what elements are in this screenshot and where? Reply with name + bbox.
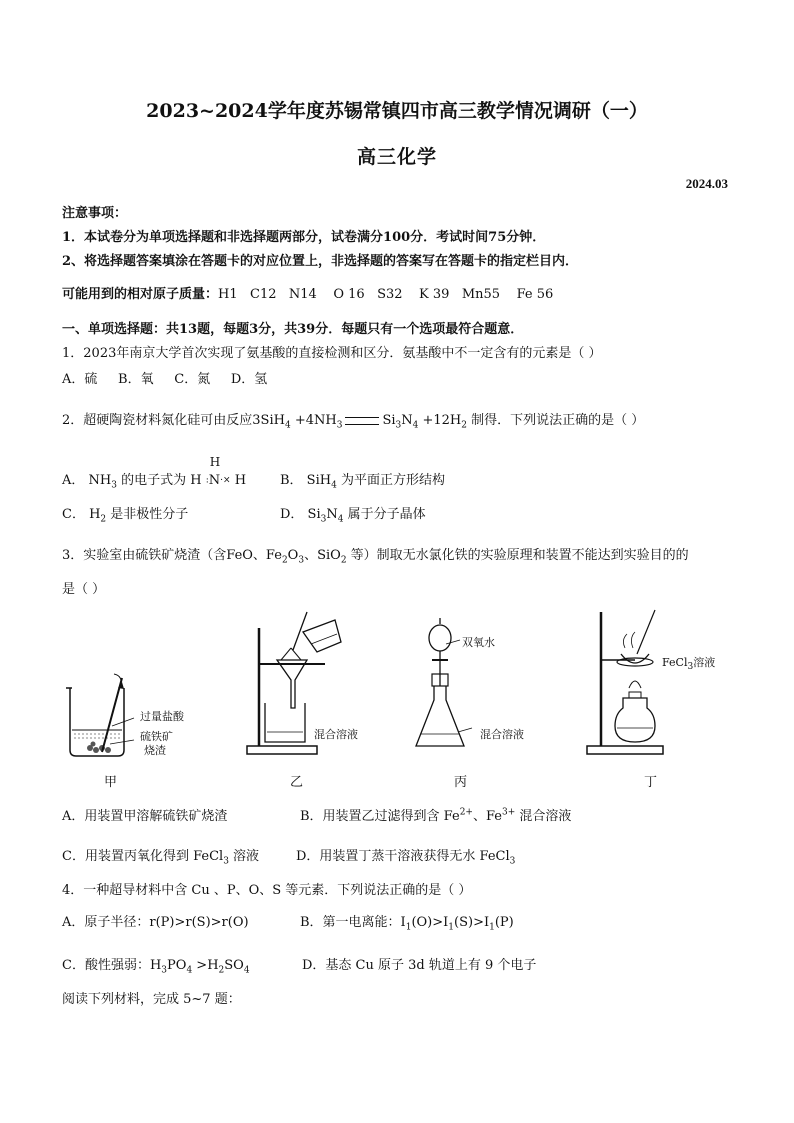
q4-option-a: A．原子半径：r(P)>r(S)>r(O): [62, 915, 249, 930]
q1-options: A．硫 B．氧 C．氮 D．氢: [62, 372, 268, 387]
fig-label-yi: 乙: [290, 775, 304, 790]
notice-item-2: 2、将选择题答案填涂在答题卡的对应位置上，非选择题的答案写在答题卡的指定栏目内．: [62, 254, 579, 269]
q2-option-b: B． SiH$_4$ 为平面正方形结构: [280, 473, 445, 491]
label-ore-1: 硫铁矿: [140, 730, 173, 743]
notice-item-1: 1．本试卷分为单项选择题和非选择题两部分，试卷满分100分．考试时间75分钟．: [62, 230, 546, 245]
reading-prompt: 阅读下列材料，完成 5~7 题：: [62, 992, 241, 1007]
equals-sign: [345, 417, 379, 425]
atomic-masses-label: 可能用到的相对原子质量：: [62, 287, 219, 302]
atomic-masses: [62, 283, 553, 302]
q4-option-c: C．酸性强弱：$H_3PO_4 >H_2SO_4$: [62, 958, 250, 976]
q4-option-d: D．基态 Cu 原子 3d 轨道上有 9 个电子: [302, 958, 537, 973]
label-fecl3: FeCl$_3$溶液: [662, 656, 716, 673]
label-mix-yi: 混合溶液: [314, 728, 358, 741]
electron-formula: H :N·× H: [205, 455, 247, 488]
label-hcl: 过量盐酸: [140, 710, 184, 723]
q2-option-a: A． $NH_3$ 的电子式为 H H :N·× H: [62, 455, 247, 491]
label-mix-bing: 混合溶液: [480, 728, 524, 741]
q3-option-d: D．用装置丁蒸干溶液获得无水 FeCl$_3$: [296, 849, 516, 867]
subject-title: 高三化学: [356, 146, 437, 168]
q2-stem: 2．超硬陶瓷材料氮化硅可由反应$3SiH_4 +4NH_3$ $Si_3N_4 +12H_2$ 制得．下列说法正确的是（ ）: [62, 413, 645, 431]
q3-option-b: B．用装置乙过滤得到含 $Fe^{2+}$、$Fe^{3+}$ 混合溶液: [300, 807, 572, 824]
fig-label-ding: 丁: [644, 775, 658, 790]
fig-label-bing: 丙: [454, 775, 468, 790]
q4-option-b: B．第一电离能：$I_1(O)>I_1(S)>I_1(P)$: [300, 915, 514, 933]
paper-title: 2023~2024学年度苏锡常镇四市高三教学情况调研（一）: [146, 100, 648, 122]
section-heading: 一、单项选择题：共13题，每题3分，共39分．每题只有一个选项最符合题意．: [62, 322, 524, 337]
exam-date: 2024.03: [685, 176, 728, 191]
q4-stem: 4．一种超导材料中含 Cu 、P、O、S 等元素．下列说法正确的是（ ）: [62, 883, 472, 898]
apparatus-ding: [585, 608, 675, 758]
q2-option-c: C． $H_2$ 是非极性分子: [62, 507, 189, 525]
label-h2o2: 双氧水: [462, 636, 495, 649]
q3-option-a: A．用装置甲溶解硫铁矿烧渣: [62, 809, 228, 824]
q1-stem: 1．2023年南京大学首次实现了氨基酸的直接检测和区分．氨基酸中不一定含有的元素是（ ）: [62, 346, 602, 361]
fig-label-jia: 甲: [104, 775, 118, 790]
notice-heading: 注意事项：: [62, 206, 128, 221]
q3-stem: 3．实验室由硫铁矿烧渣（含FeO、$Fe_2O_3$、SiO$_2$ 等）制取无水氯化铁的实验原理和装置不能达到实验目的的: [62, 548, 689, 566]
atomic-masses-values: H1 C12 N14 O 16 S32 K 39 Mn55 Fe 56: [218, 287, 554, 302]
q3-stem-line2: 是（ ）: [62, 582, 106, 597]
q2-option-d: D． $Si_3N_4$ 属于分子晶体: [280, 507, 426, 525]
label-ore-2: 烧渣: [144, 744, 166, 757]
q3-option-c: C．用装置丙氧化得到 FeCl$_3$ 溶液: [62, 849, 260, 867]
